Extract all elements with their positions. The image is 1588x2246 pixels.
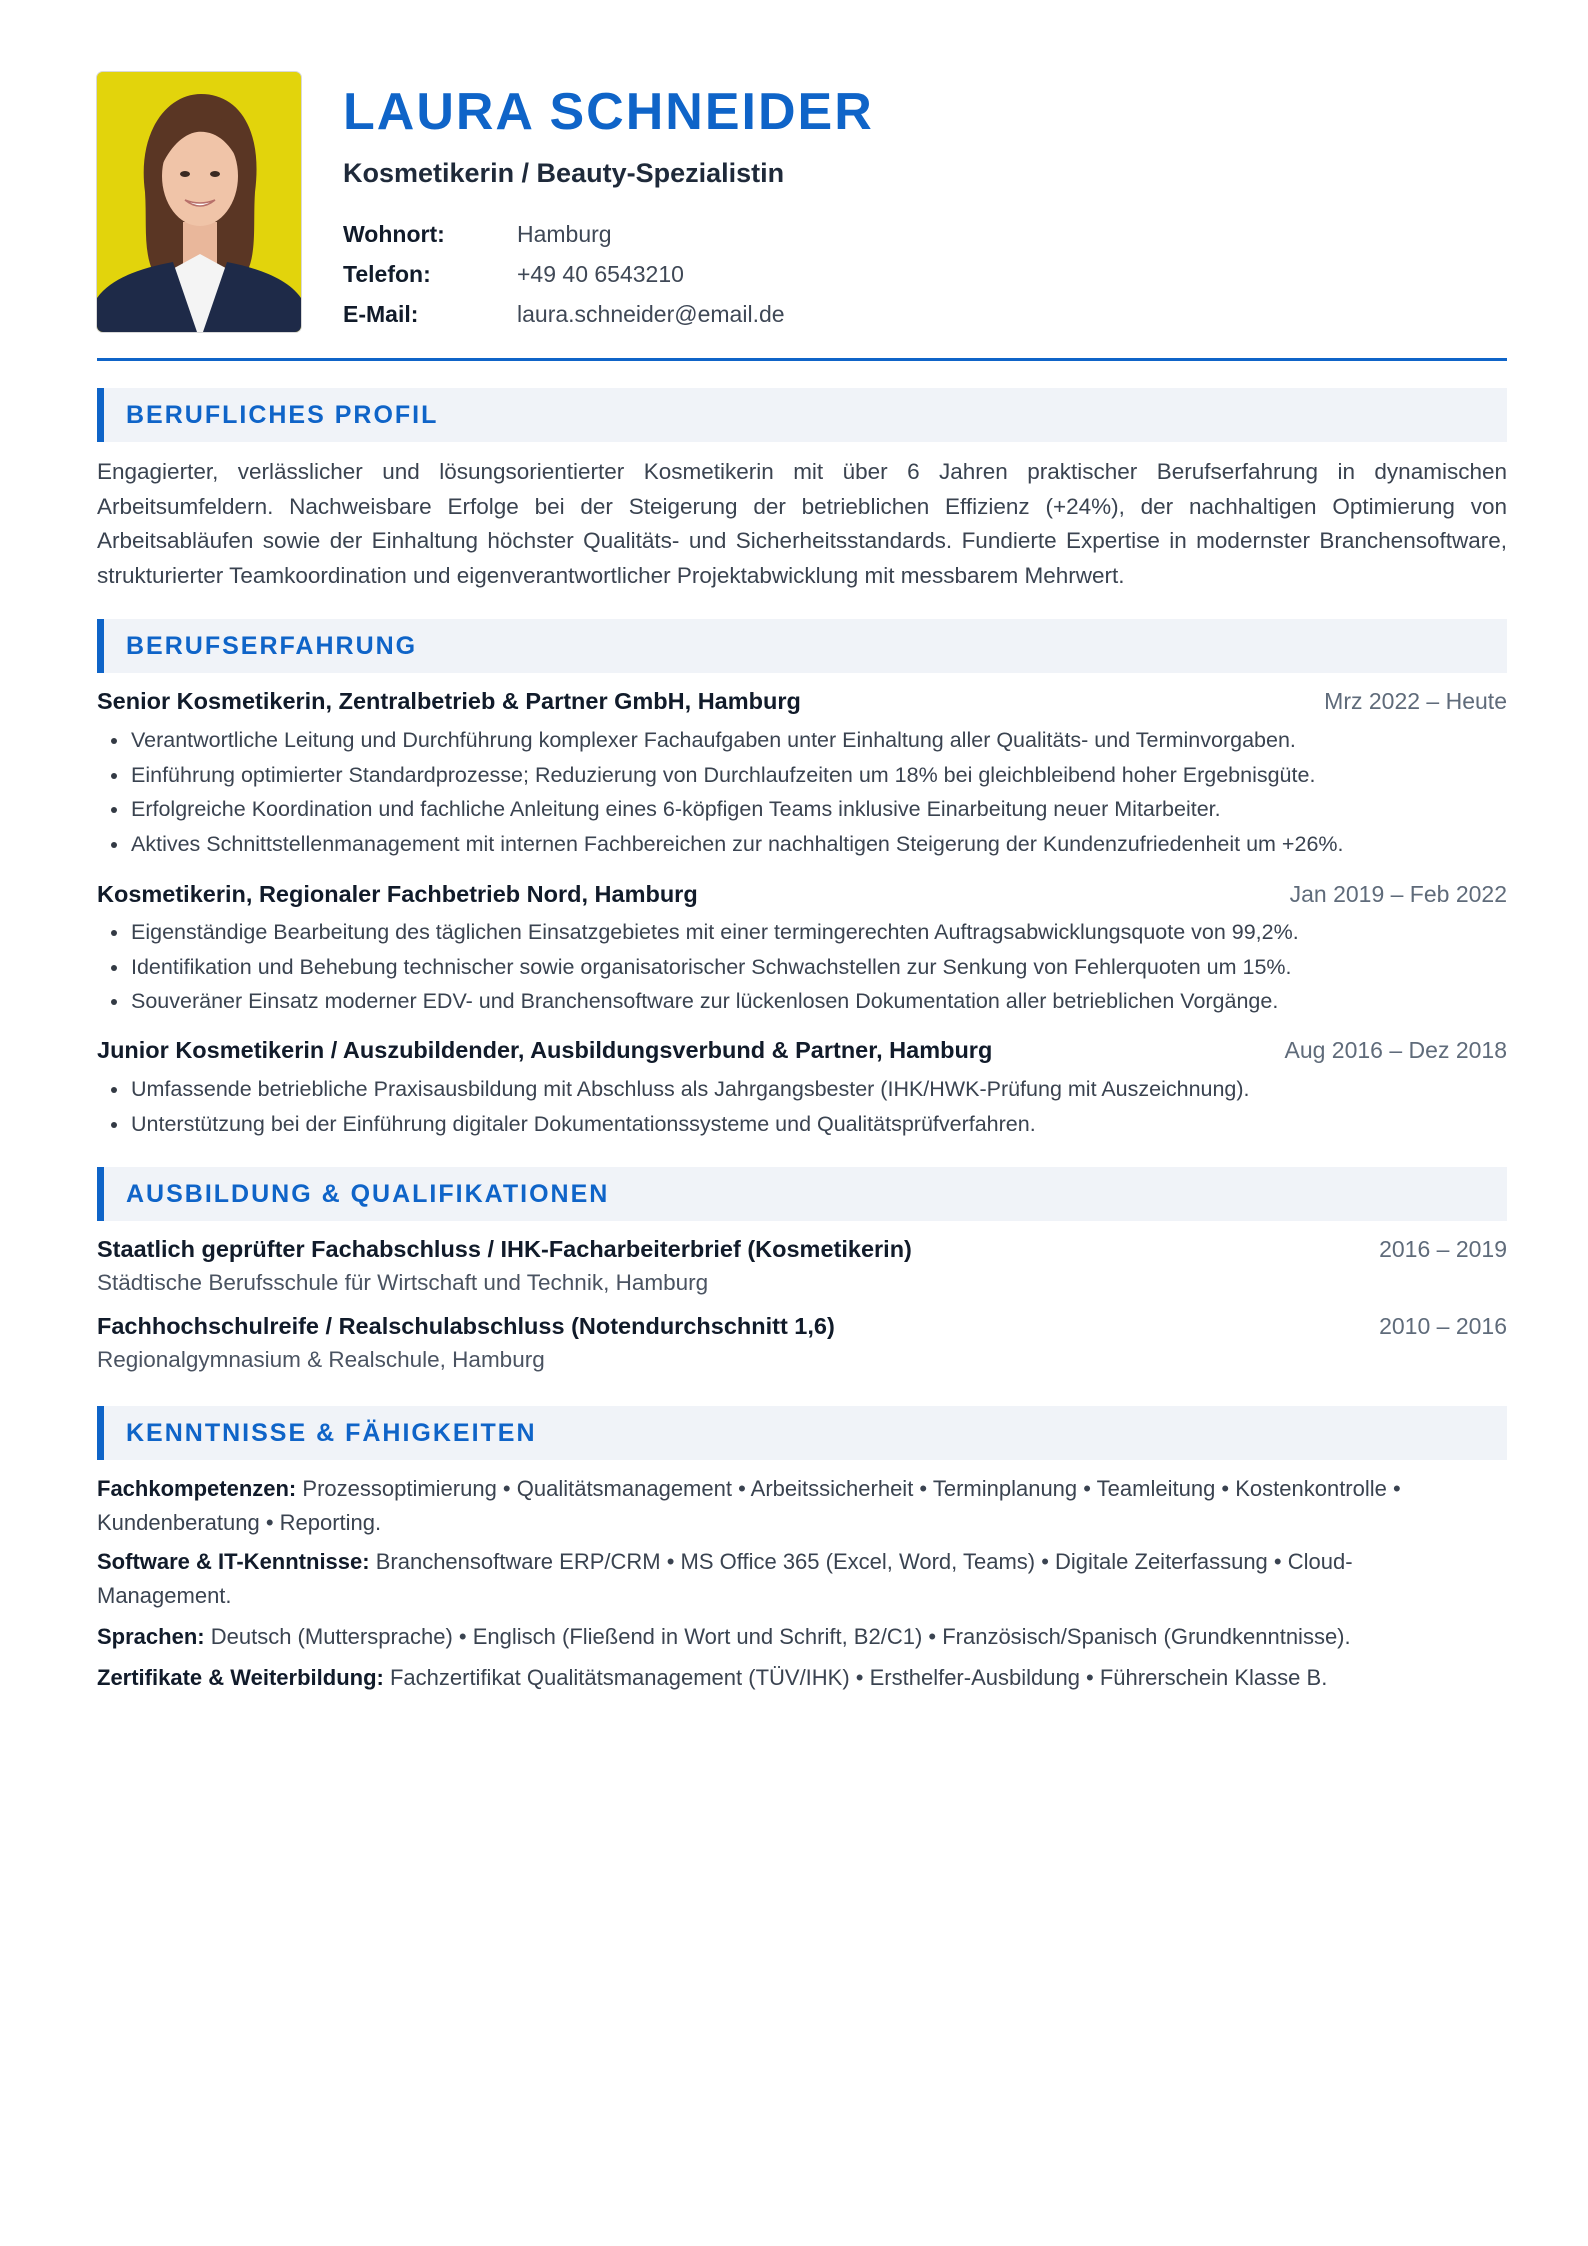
candidate-name: LAURA SCHNEIDER xyxy=(343,83,874,141)
skill-text: Fachzertifikat Qualitätsmanagement (TÜV/IHK) • Ersthelfer-Ausbildung • Führerschein Klasse B. xyxy=(389,1665,1328,1690)
skill-text: Prozessoptimierung • Qualitätsmanagement • Arbeitssicherheit • Terminplanung • Teamleitung • Kostenkontrolle • Kundenberatung • Reporting. xyxy=(97,1476,1401,1535)
candidate-job-title: Kosmetikerin / Beauty-Spezialistin xyxy=(343,158,785,188)
section-heading-text: BERUFSERFAHRUNG xyxy=(126,632,418,660)
job-date: Mrz 2022 – Heute xyxy=(1324,688,1507,714)
skill-label: Software & IT-Kenntnisse: xyxy=(97,1549,370,1574)
job-date: Jan 2019 – Feb 2022 xyxy=(1289,881,1507,907)
job-bullet: Einführung optimierter Standardprozesse; Reduzierung von Durchlaufzeiten um 18% bei gleichbleibend hoher Ergebnisgüte. xyxy=(97,758,1507,793)
section-heading-profile xyxy=(97,388,1507,442)
header-divider xyxy=(97,358,1507,361)
skill-text: Branchensoftware ERP/CRM • MS Office 365 (Excel, Word, Teams) • Digitale Zeiterfassung • Cloud-Management. xyxy=(97,1549,1353,1608)
job-title: Junior Kosmetikerin / Auszubildender, Ausbildungsverbund & Partner, Hamburg xyxy=(97,1037,993,1063)
profile-summary: Engagierter, verlässlicher und lösungsorientierter Kosmetikerin mit über 6 Jahren praktischer Berufserfahrung in dynamischen Arbeitsumfeldern. Nachweisbare Erfolge bei der Steigerung der betrieblichen Effizienz (+24%), der nachhaltigen Optimierung von Arbeitsabläufen sowie der Einhaltung höchster Qualitäts- und Sicherheitsstandards. Fundierte Expertise in modernster Branchensoftware, strukturierter Teamkoordination und eigenverantwortlicher Projektabwicklung mit messbarem Mehrwert. xyxy=(97,459,1507,588)
job-bullet-list xyxy=(97,1072,1507,1141)
job-bullet-list xyxy=(97,723,1507,861)
job-bullet: Umfassende betriebliche Praxisausbildung mit Abschluss als Jahrgangsbester (IHK/HWK-Prüfung mit Auszeichnung). xyxy=(97,1072,1507,1107)
contact-value: Hamburg xyxy=(517,220,612,247)
section-heading-skills xyxy=(97,1406,1507,1460)
skill-text: Deutsch (Muttersprache) • Englisch (Fließend in Wort und Schrift, B2/C1) • Französisch/Spanisch (Grundkenntnisse). xyxy=(210,1624,1351,1649)
section-heading-experience xyxy=(97,619,1507,673)
contact-row-phone xyxy=(343,254,1043,294)
job-bullet: Erfolgreiche Koordination und fachliche Anleitung eines 6-köpfigen Teams inklusive Einarbeitung neuer Mitarbeiter. xyxy=(97,792,1507,827)
education-school: Städtische Berufsschule für Wirtschaft und Technik, Hamburg xyxy=(97,1270,709,1295)
education-date: 2010 – 2016 xyxy=(1379,1313,1507,1339)
section-heading-education xyxy=(97,1167,1507,1221)
skill-row-expertise xyxy=(97,1472,1417,1540)
skill-label: Zertifikate & Weiterbildung: xyxy=(97,1665,384,1690)
job-bullet-list xyxy=(97,915,1507,1019)
education-entry-header xyxy=(97,1313,1507,1347)
resume-header xyxy=(97,72,1507,358)
job-bullet: Unterstützung bei der Einführung digitaler Dokumentationssysteme und Qualitätsprüfverfahren. xyxy=(97,1107,1507,1142)
job-title: Kosmetikerin, Regionaler Fachbetrieb Nord, Hamburg xyxy=(97,881,698,907)
job-entry-header xyxy=(97,688,1507,722)
contact-row-email xyxy=(343,294,1043,334)
contact-label: E-Mail: xyxy=(343,300,419,327)
education-title: Staatlich geprüfter Fachabschluss / IHK-Facharbeiterbrief (Kosmetikerin) xyxy=(97,1236,912,1262)
job-bullet: Souveräner Einsatz moderner EDV- und Branchensoftware zur lückenlosen Dokumentation aller betrieblichen Vorgänge. xyxy=(97,984,1507,1019)
job-bullet: Verantwortliche Leitung und Durchführung komplexer Fachaufgaben unter Einhaltung aller Qualitäts- und Terminvorgaben. xyxy=(97,723,1507,758)
contact-label: Wohnort: xyxy=(343,220,445,247)
skill-row-certificates xyxy=(97,1661,1417,1695)
job-entry-header xyxy=(97,881,1507,915)
section-heading-text: AUSBILDUNG & QUALIFIKATIONEN xyxy=(126,1180,610,1208)
contact-value[interactable]: laura.schneider@email.de xyxy=(517,300,785,327)
section-heading-text: KENNTNISSE & FÄHIGKEITEN xyxy=(126,1419,537,1447)
skill-row-software xyxy=(97,1545,1417,1613)
contact-details xyxy=(343,214,1043,334)
job-entry-header xyxy=(97,1037,1507,1071)
education-entry-header xyxy=(97,1236,1507,1270)
education-date: 2016 – 2019 xyxy=(1379,1236,1507,1262)
skill-row-languages xyxy=(97,1620,1417,1654)
contact-label: Telefon: xyxy=(343,260,431,287)
job-date: Aug 2016 – Dez 2018 xyxy=(1284,1037,1507,1063)
job-bullet: Aktives Schnittstellenmanagement mit internen Fachbereichen zur nachhaltigen Steigerung der Kundenzufriedenheit um +26%. xyxy=(97,827,1507,862)
contact-row-location xyxy=(343,214,1043,254)
job-bullet: Eigenständige Bearbeitung des täglichen Einsatzgebietes mit einer termingerechten Auftragsabwicklungsquote von 99,2%. xyxy=(97,915,1507,950)
section-heading-text: BERUFLICHES PROFIL xyxy=(126,401,439,429)
skill-label: Fachkompetenzen: xyxy=(97,1476,297,1501)
job-bullet: Identifikation und Behebung technischer sowie organisatorischer Schwachstellen zur Senkung von Fehlerquoten um 15%. xyxy=(97,950,1507,985)
education-title: Fachhochschulreife / Realschulabschluss (Notendurchschnitt 1,6) xyxy=(97,1313,835,1339)
skill-label: Sprachen: xyxy=(97,1624,205,1649)
job-title: Senior Kosmetikerin, Zentralbetrieb & Partner GmbH, Hamburg xyxy=(97,688,801,714)
education-school: Regionalgymnasium & Realschule, Hamburg xyxy=(97,1347,545,1372)
profile-photo xyxy=(97,72,301,332)
contact-value[interactable]: +49 40 6543210 xyxy=(517,260,684,287)
